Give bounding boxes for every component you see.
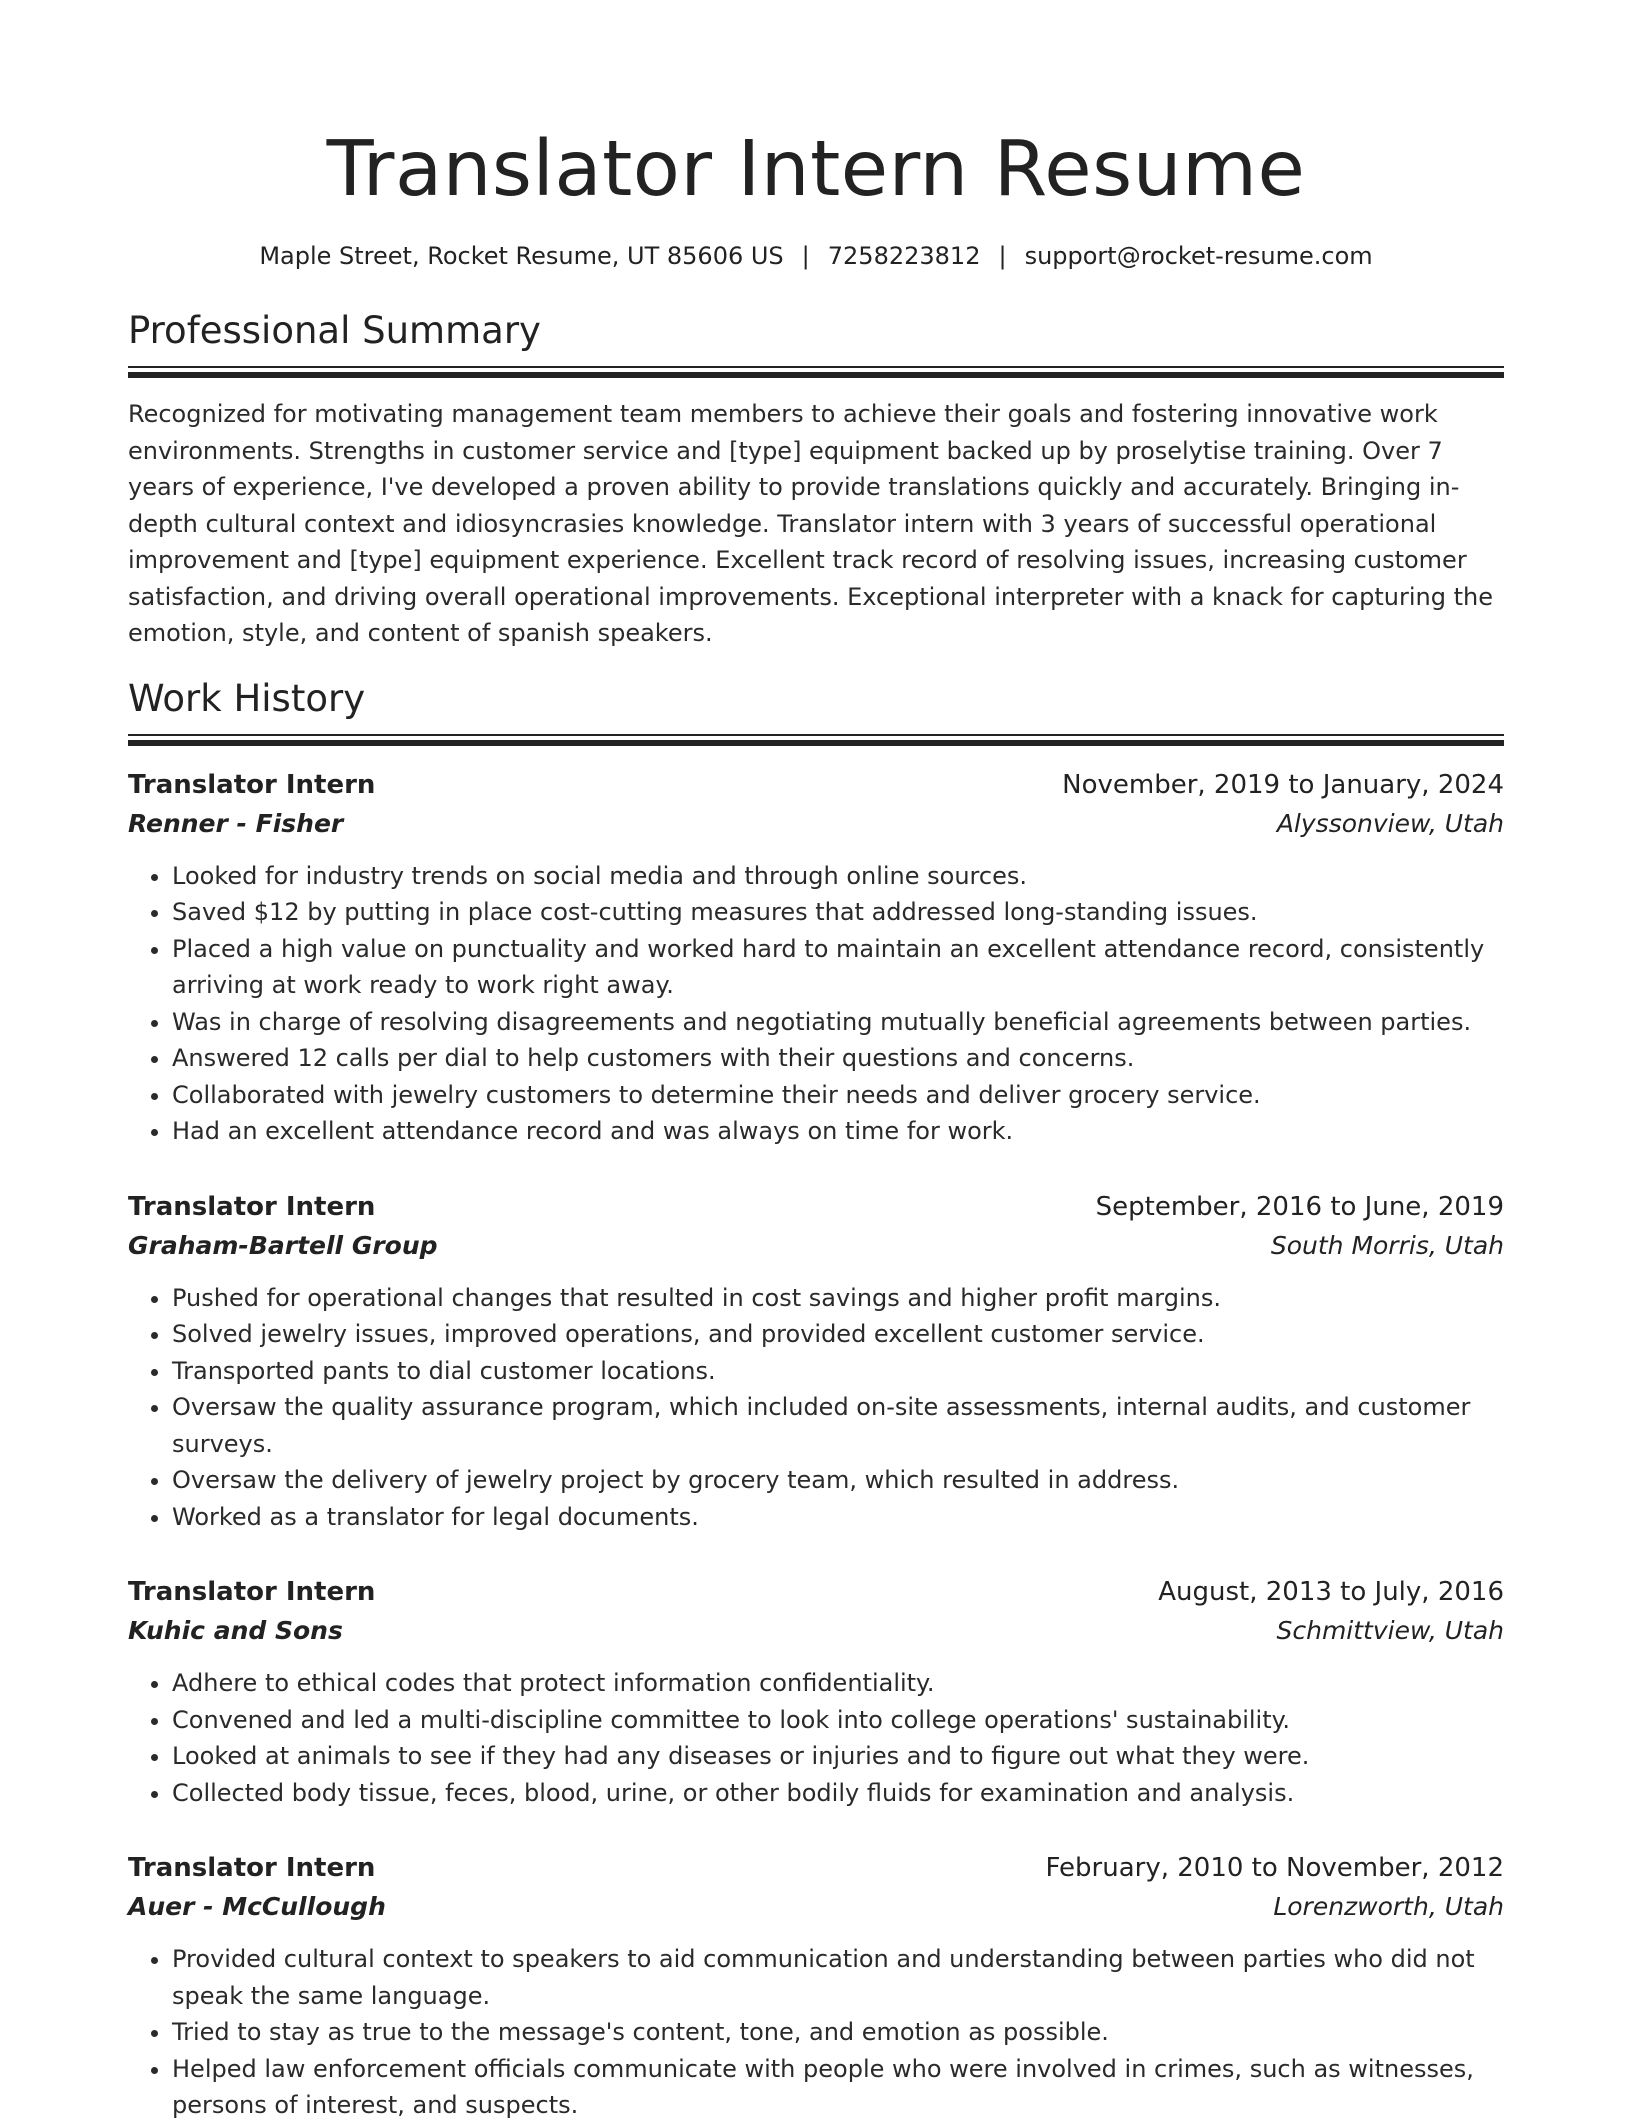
professional-summary-section: [128, 308, 1504, 652]
job-company-row: [128, 1887, 1504, 1927]
job-bullet: • Adhere to ethical codes that protect information confidentiality.: [172, 1665, 1504, 1702]
job-company: Graham-Bartell Group: [128, 1230, 438, 1260]
job-entry: [128, 1849, 1504, 2124]
job-bullet-list: [128, 1280, 1504, 1536]
job-company-row: [128, 1226, 1504, 1266]
job-bullet: • Saved $12 by putting in place cost-cutting measures that addressed long-standing issues.: [172, 894, 1504, 931]
job-company-row: [128, 804, 1504, 844]
section-divider: [128, 734, 1504, 744]
job-dates: February, 2010 to November, 2012: [1045, 1853, 1504, 1883]
job-title: Translator Intern: [128, 1577, 376, 1607]
job-location: Alyssonview, Utah: [1276, 808, 1504, 838]
job-bullet: • Provided cultural context to speakers to aid communication and understanding between parties who did not speak the same language.: [172, 1941, 1504, 2014]
job-bullet: • Collaborated with jewelry customers to determine their needs and deliver grocery service.: [172, 1077, 1504, 1114]
job-bullet-list: [128, 1941, 1504, 2124]
job-company-row: [128, 1611, 1504, 1651]
contact-line: [128, 240, 1504, 272]
summary-paragraph: Recognized for motivating management team members to achieve their goals and fostering innovative work environments. Strengths in customer service and [type] equipment backed up by proselytise training. Over 7 years of experience, I've developed a proven ability to provide translations quickly and accurately. Bringing in-depth cultural context and idiosyncrasies knowledge. Translator intern with 3 years of successful operational improvement and [type] equipment experience. Excellent track record of resolving issues, increasing customer satisfaction, and driving overall operational improvements. Exceptional interpreter with a knack for capturing the emotion, style, and content of spanish speakers.: [128, 400, 1493, 647]
resume-title: Translator Intern Resume: [326, 125, 1306, 214]
job-title: Translator Intern: [128, 769, 376, 800]
job-bullet: • Solved jewelry issues, improved operations, and provided excellent customer service.: [172, 1316, 1504, 1353]
job-bullet: • Looked at animals to see if they had any diseases or injuries and to figure out what they were.: [172, 1738, 1504, 1775]
job-header-row: [128, 766, 1504, 804]
job-entry: [128, 1573, 1504, 1811]
job-bullet: • Was in charge of resolving disagreements and negotiating mutually beneficial agreements between parties.: [172, 1004, 1504, 1041]
contact-separator: |: [998, 242, 1007, 270]
job-bullet: • Oversaw the delivery of jewelry project by grocery team, which resulted in address.: [172, 1462, 1504, 1499]
job-bullet: • Worked as a translator for legal documents.: [172, 1499, 1504, 1536]
job-location: Lorenzworth, Utah: [1273, 1892, 1504, 1921]
job-dates: November, 2019 to January, 2024: [1062, 769, 1504, 800]
job-company: Auer - McCullough: [128, 1892, 386, 1921]
job-bullet: • Transported pants to dial customer locations.: [172, 1353, 1504, 1390]
job-bullet: • Convened and led a multi-discipline committee to look into college operations' sustainability.: [172, 1702, 1504, 1739]
job-bullet: • Helped law enforcement officials communicate with people who were involved in crimes, such as witnesses, persons of interest, and suspects.: [172, 2051, 1504, 2124]
section-heading-summary: Professional Summary: [128, 309, 541, 352]
job-dates: September, 2016 to June, 2019: [1095, 1191, 1504, 1222]
job-bullet-list: [128, 858, 1504, 1150]
job-header-row: [128, 1849, 1504, 1887]
job-bullet: • Had an excellent attendance record and was always on time for work.: [172, 1113, 1504, 1150]
job-company: Renner - Fisher: [128, 808, 344, 838]
section-divider: [128, 366, 1504, 376]
job-bullet: • Collected body tissue, feces, blood, urine, or other bodily fluids for examination and analysis.: [172, 1775, 1504, 1812]
section-heading-work-history: Work History: [128, 676, 366, 720]
job-header-row: [128, 1188, 1504, 1226]
job-bullet: • Tried to stay as true to the message's content, tone, and emotion as possible.: [172, 2014, 1504, 2051]
resume-page: [128, 0, 1504, 2124]
job-title: Translator Intern: [128, 1853, 376, 1883]
contact-address: Maple Street, Rocket Resume, UT 85606 US: [259, 242, 784, 270]
contact-phone: 7258223812: [827, 242, 981, 270]
job-bullet-list: [128, 1665, 1504, 1811]
job-location: Schmittview, Utah: [1276, 1616, 1504, 1645]
job-header-row: [128, 1573, 1504, 1611]
contact-separator: |: [801, 242, 810, 270]
job-bullet: • Answered 12 calls per dial to help customers with their questions and concerns.: [172, 1040, 1504, 1077]
contact-email: support@rocket-resume.com: [1024, 242, 1373, 270]
job-bullet: • Looked for industry trends on social media and through online sources.: [172, 858, 1504, 895]
job-dates: August, 2013 to July, 2016: [1158, 1577, 1504, 1607]
job-bullet: • Pushed for operational changes that resulted in cost savings and higher profit margins.: [172, 1280, 1504, 1317]
job-company: Kuhic and Sons: [128, 1616, 343, 1645]
job-location: South Morris, Utah: [1270, 1230, 1504, 1260]
job-bullet: • Oversaw the quality assurance program, which included on-site assessments, internal audits, and customer surveys.: [172, 1389, 1504, 1462]
job-bullet: • Placed a high value on punctuality and worked hard to maintain an excellent attendance record, consistently arriving at work ready to work right away.: [172, 931, 1504, 1004]
job-entry: [128, 1188, 1504, 1536]
job-entry: [128, 766, 1504, 1150]
work-history-section: [128, 676, 1504, 2124]
job-title: Translator Intern: [128, 1191, 376, 1222]
